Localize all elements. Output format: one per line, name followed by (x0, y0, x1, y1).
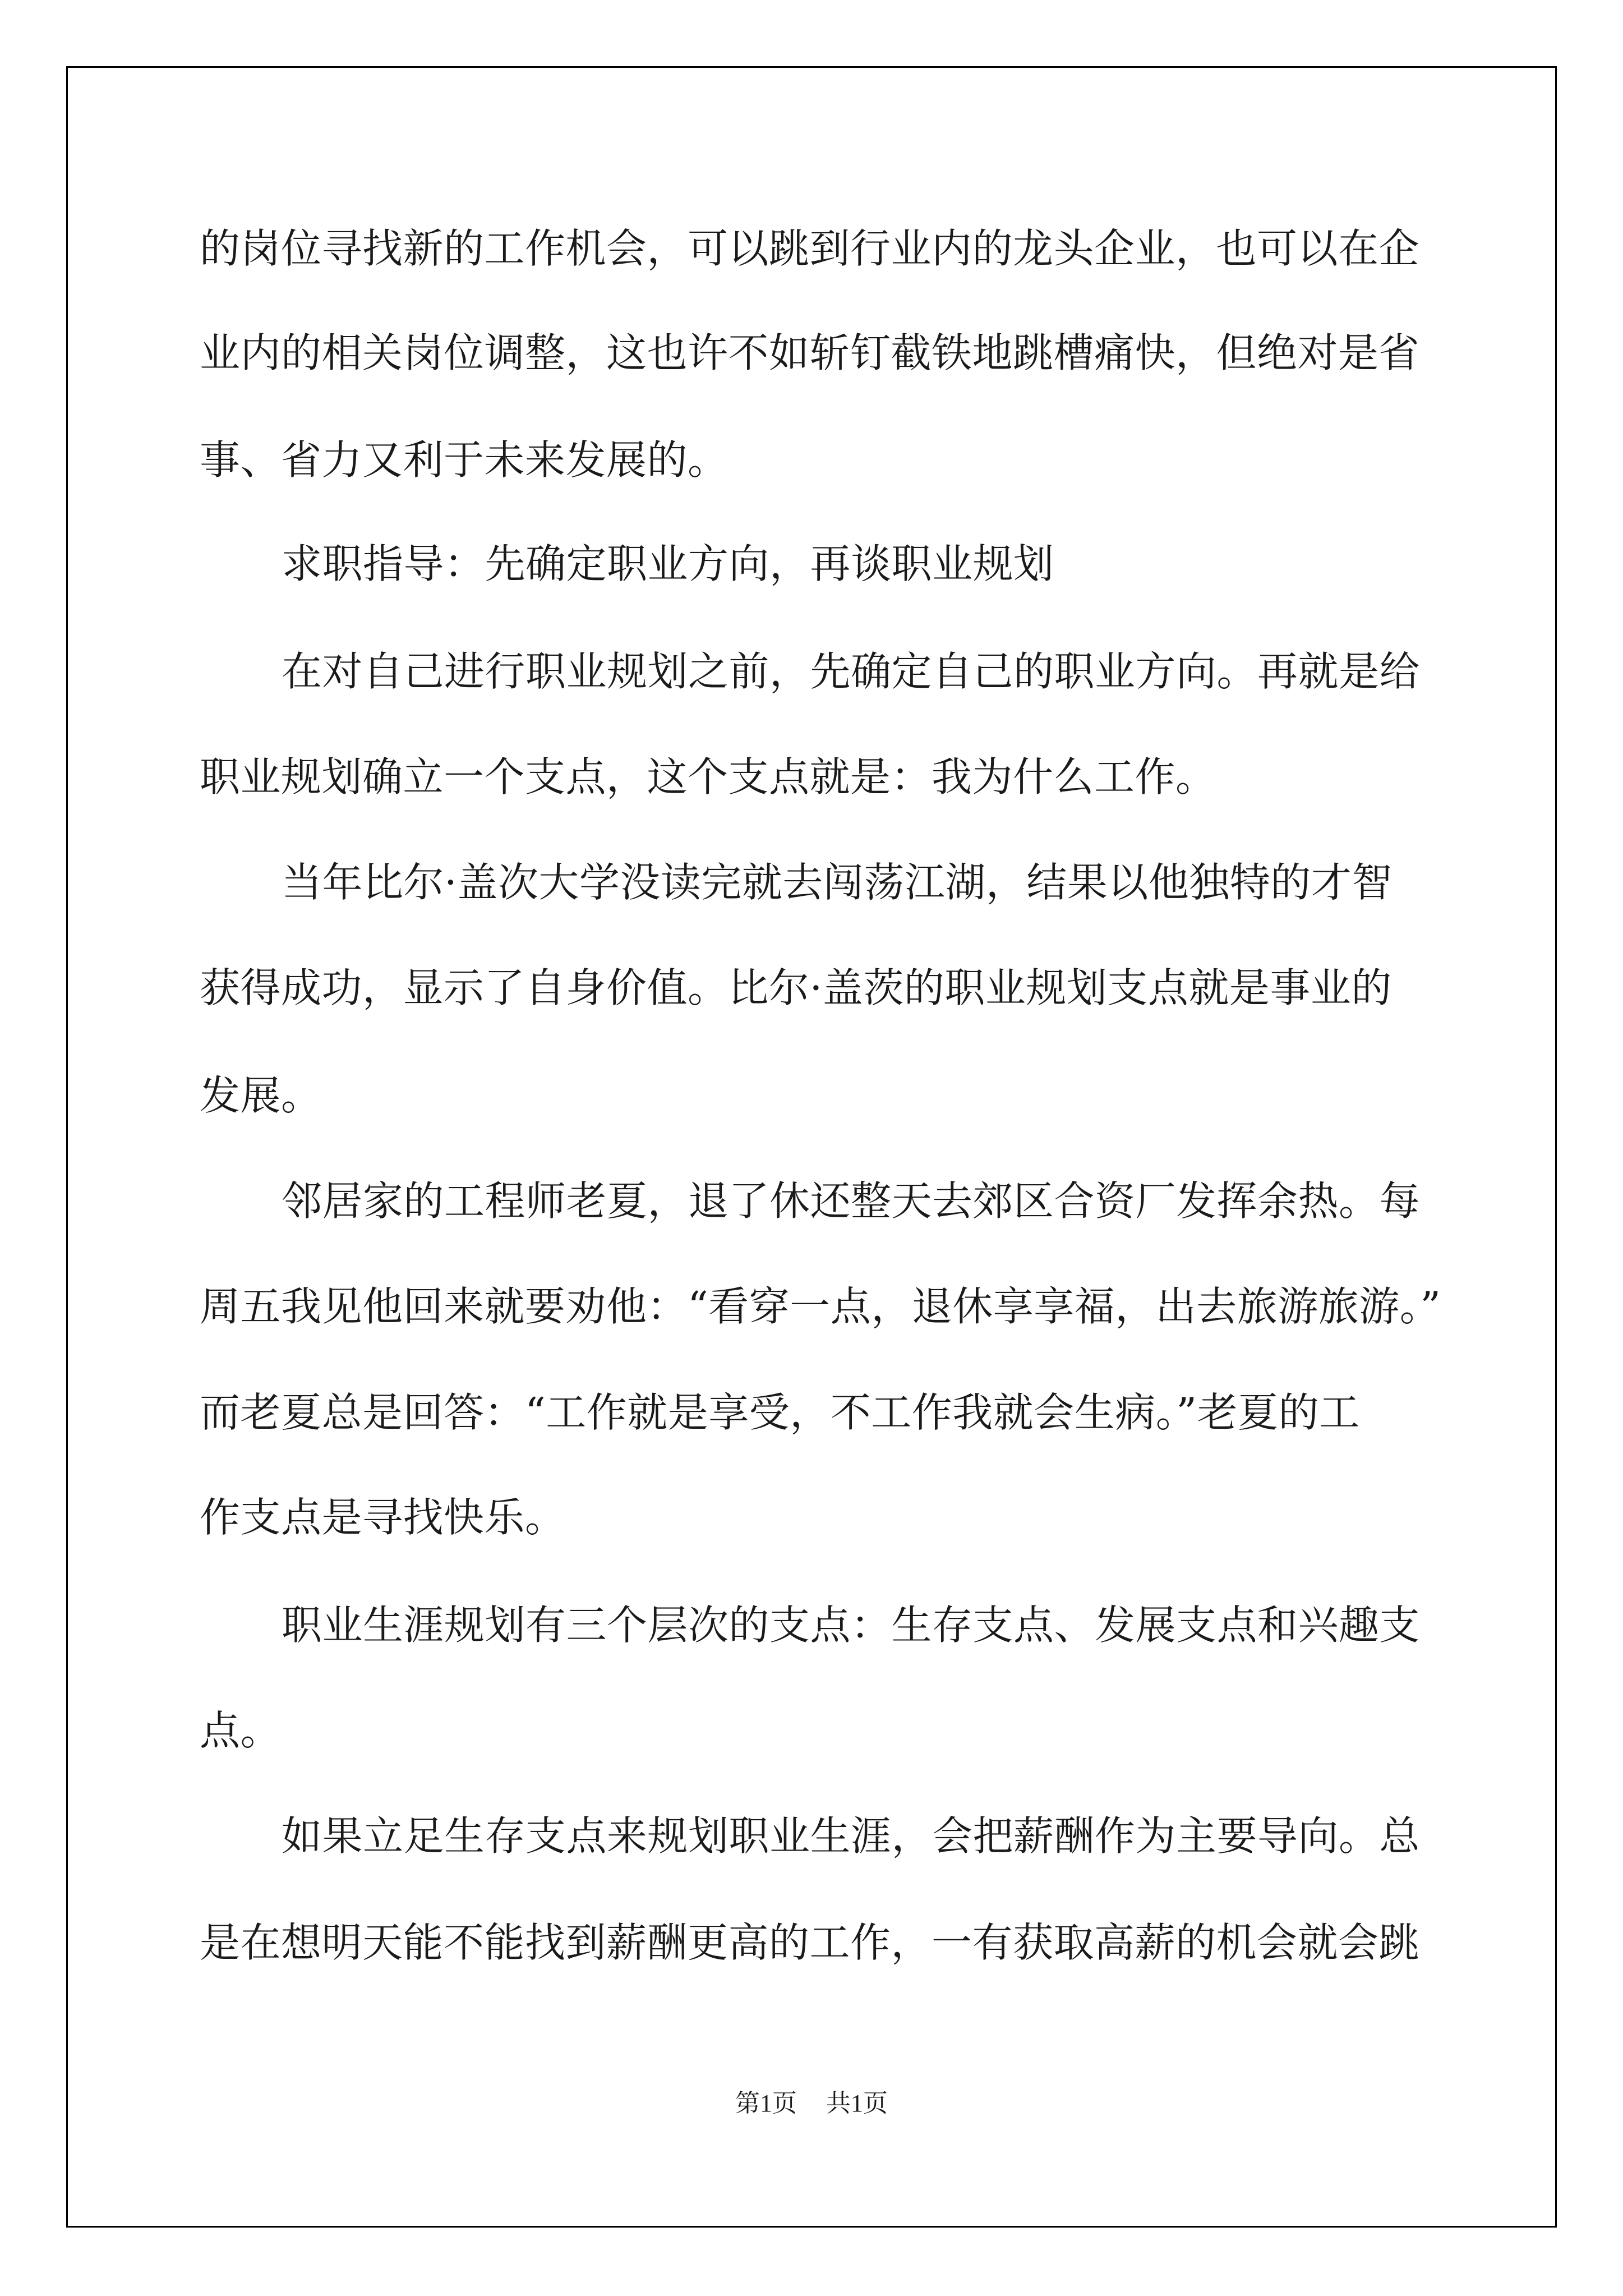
text-line: 如果立足生存支点来规划职业生涯，会把薪酬作为主要导向。总 (282, 1812, 1421, 1860)
text-line: 的岗位寻找新的工作机会，可以跳到行业内的龙头企业，也可以在企 (200, 225, 1420, 272)
text-line: 职业规划确立一个支点，这个支点就是：我为什么工作。 (200, 753, 1216, 800)
text-line: 当年比尔·盖次大学没读完就去闯荡江湖，结果以他独特的才智 (282, 859, 1393, 906)
text-line: 作支点是寻找快乐。 (200, 1494, 566, 1541)
text-line: 在对自己进行职业规划之前，先确定自己的职业方向。再就是给 (282, 648, 1421, 695)
text-line: 发展。 (200, 1072, 322, 1119)
section-heading: 求职指导：先确定职业方向，再谈职业规划 (282, 540, 1054, 587)
text-line: 获得成功，显示了自身价值。比尔·盖茨的职业规划支点就是事业的 (200, 964, 1392, 1011)
text-line: 职业生涯规划有三个层次的支点：生存支点、发展支点和兴趣支 (282, 1602, 1421, 1649)
page-border (66, 66, 1557, 2228)
text-line: 邻居家的工程师老夏，退了休还整天去郊区合资厂发挥余热。每 (282, 1177, 1421, 1225)
page-footer (0, 2088, 1623, 2119)
text-line: 事、省力又利于未来发展的。 (200, 436, 728, 484)
page-number: 第1页 (735, 2090, 797, 2117)
text-line: 而老夏总是回答：“工作就是享受，不工作我就会生病。”老夏的工 (200, 1389, 1360, 1436)
page-total: 共1页 (826, 2090, 888, 2117)
text-line: 是在想明天能不能找到薪酬更高的工作，一有获取高薪的机会就会跳 (200, 1919, 1420, 1966)
text-line: 点。 (200, 1707, 282, 1754)
text-line: 周五我见他回来就要劝他：“看穿一点，退休享享福，出去旅游旅游。” (200, 1283, 1441, 1330)
text-line: 业内的相关岗位调整，这也许不如斩钉截铁地跳槽痛快，但绝对是省 (200, 329, 1420, 376)
